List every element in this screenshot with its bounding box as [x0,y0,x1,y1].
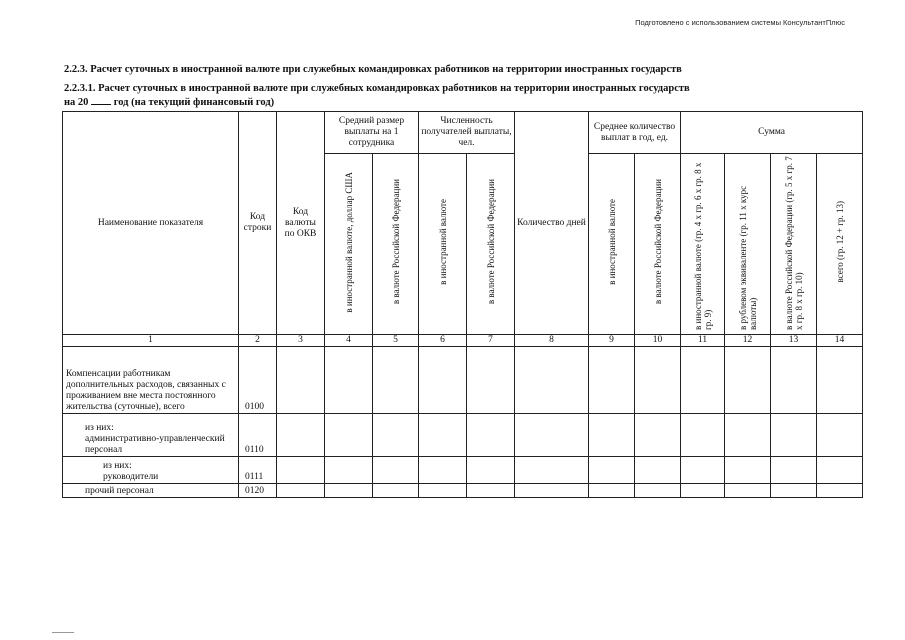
header-currency-code: Код валюты по ОКВ [277,112,325,335]
table-row [63,457,863,484]
input-cell[interactable] [373,484,419,498]
row-code: 0120 [239,484,277,498]
col-num: 6 [419,335,467,347]
header-avg-in-rub [373,154,419,335]
header-cnt-in-rub-text: в валюте Российской Федерации [652,179,663,305]
input-cell[interactable] [725,414,771,457]
subsection-title-line1: 2.2.3.1. Расчет суточных в иностранной валюте при служебных командировках работников на территории иностранных государств [64,83,690,94]
col-num: 2 [239,335,277,347]
header-sum-total-text: всего (гр. 12 + гр. 13) [834,201,845,283]
row-name [63,457,239,484]
input-cell[interactable] [419,347,467,414]
col-num: 5 [373,335,419,347]
row-prefix: из них: [103,461,132,471]
input-cell[interactable] [817,457,863,484]
header-sum-rub-text: в валюте Российской Федерации (гр. 5 x гр. 7 x гр. 8 x гр. 10) [783,156,804,330]
row-prefix: из них: [85,423,114,433]
input-cell[interactable] [725,457,771,484]
input-cell[interactable] [589,414,635,457]
input-cell[interactable] [771,484,817,498]
table-row [63,484,863,498]
corner-mark [52,632,74,633]
header-head-in-foreign-text: в иностранной валюте [437,199,448,285]
input-cell[interactable] [325,414,373,457]
header-head-in-rub-text: в валюте Российской Федерации [485,179,496,305]
input-cell[interactable] [725,347,771,414]
input-cell[interactable] [681,484,725,498]
input-cell[interactable] [589,484,635,498]
input-cell[interactable] [325,484,373,498]
input-cell[interactable] [681,457,725,484]
section-title: 2.2.3. Расчет суточных в иностранной валюте при служебных командировках работников на территории иностранных государств [64,64,682,75]
row-name: Компенсации работникам дополнительных расходов, связанных с проживанием вне места постоянного жительства (суточные), всего [63,347,239,414]
input-cell[interactable] [635,347,681,414]
input-cell[interactable] [467,457,515,484]
header-row-code: Код строки [239,112,277,335]
source-note: Подготовлено с использованием системы КонсультантПлюс [635,18,845,27]
header-head-in-rub [467,154,515,335]
row-code: 0111 [239,457,277,484]
input-cell[interactable] [325,457,373,484]
input-cell[interactable] [419,484,467,498]
col-num: 9 [589,335,635,347]
input-cell[interactable] [515,414,589,457]
input-cell[interactable] [635,414,681,457]
table-row [63,414,863,457]
input-cell[interactable] [515,457,589,484]
input-cell[interactable] [373,347,419,414]
header-avg-count: Среднее количество выплат в год, ед. [589,112,681,154]
input-cell[interactable] [277,484,325,498]
header-sum-total [817,154,863,335]
col-num: 4 [325,335,373,347]
input-cell[interactable] [817,347,863,414]
input-cell[interactable] [681,347,725,414]
col-num: 8 [515,335,589,347]
header-sum-rub [771,154,817,335]
input-cell[interactable] [467,347,515,414]
input-cell[interactable] [817,484,863,498]
input-cell[interactable] [771,457,817,484]
year-prefix: на 20 [64,97,89,108]
input-cell[interactable] [635,457,681,484]
input-cell[interactable] [515,347,589,414]
header-head-in-foreign [419,154,467,335]
input-cell[interactable] [419,457,467,484]
input-cell[interactable] [515,484,589,498]
input-cell[interactable] [325,347,373,414]
input-cell[interactable] [373,457,419,484]
row-label: руководители [103,472,159,482]
row-code: 0100 [239,347,277,414]
year-blank[interactable] [91,95,111,105]
col-num: 7 [467,335,515,347]
input-cell[interactable] [467,484,515,498]
col-num: 13 [771,335,817,347]
header-sum-foreign-text: в иностранной валюте (гр. 4 x гр. 6 x гр. 8 x гр. 9) [692,162,713,330]
header-cnt-in-foreign [589,154,635,335]
input-cell[interactable] [277,414,325,457]
header-cnt-in-foreign-text: в иностранной валюте [606,199,617,285]
row-name [63,414,239,457]
header-sum-rub-equiv-text: в рублевом эквиваленте (гр. 11 x курс валюты) [737,185,758,330]
header-avg-in-foreign [325,154,373,335]
col-num: 1 [63,335,239,347]
col-num: 11 [681,335,725,347]
header-avg-in-rub-text: в валюте Российской Федерации [390,179,401,305]
input-cell[interactable] [681,414,725,457]
year-suffix: год (на текущий финансовый год) [113,97,275,108]
table-row [63,347,863,414]
column-numbers-row [63,335,863,347]
col-num: 10 [635,335,681,347]
input-cell[interactable] [635,484,681,498]
subsection-title-line2 [64,95,690,109]
header-sum-foreign [681,154,725,335]
row-name: прочий персонал [63,484,239,498]
input-cell[interactable] [589,457,635,484]
header-name: Наименование показателя [63,112,239,335]
input-cell[interactable] [589,347,635,414]
calculation-table [62,111,863,498]
input-cell[interactable] [373,414,419,457]
input-cell[interactable] [277,347,325,414]
header-cnt-in-rub [635,154,681,335]
row-code: 0110 [239,414,277,457]
row-label: административно-управленческий персонал [85,434,225,455]
header-avg-payment: Средний размер выплаты на 1 сотрудника [325,112,419,154]
input-cell[interactable] [771,347,817,414]
input-cell[interactable] [725,484,771,498]
header-sum-rub-equiv [725,154,771,335]
col-num: 3 [277,335,325,347]
header-sum: Сумма [681,112,863,154]
subsection-title [64,83,690,109]
header-headcount: Численность получателей выплаты, чел. [419,112,515,154]
col-num: 14 [817,335,863,347]
input-cell[interactable] [277,457,325,484]
col-num: 12 [725,335,771,347]
input-cell[interactable] [817,414,863,457]
input-cell[interactable] [419,414,467,457]
input-cell[interactable] [467,414,515,457]
header-avg-in-foreign-text: в иностранной валюте, доллар США [343,171,354,313]
header-days: Количество дней [515,112,589,335]
input-cell[interactable] [771,414,817,457]
